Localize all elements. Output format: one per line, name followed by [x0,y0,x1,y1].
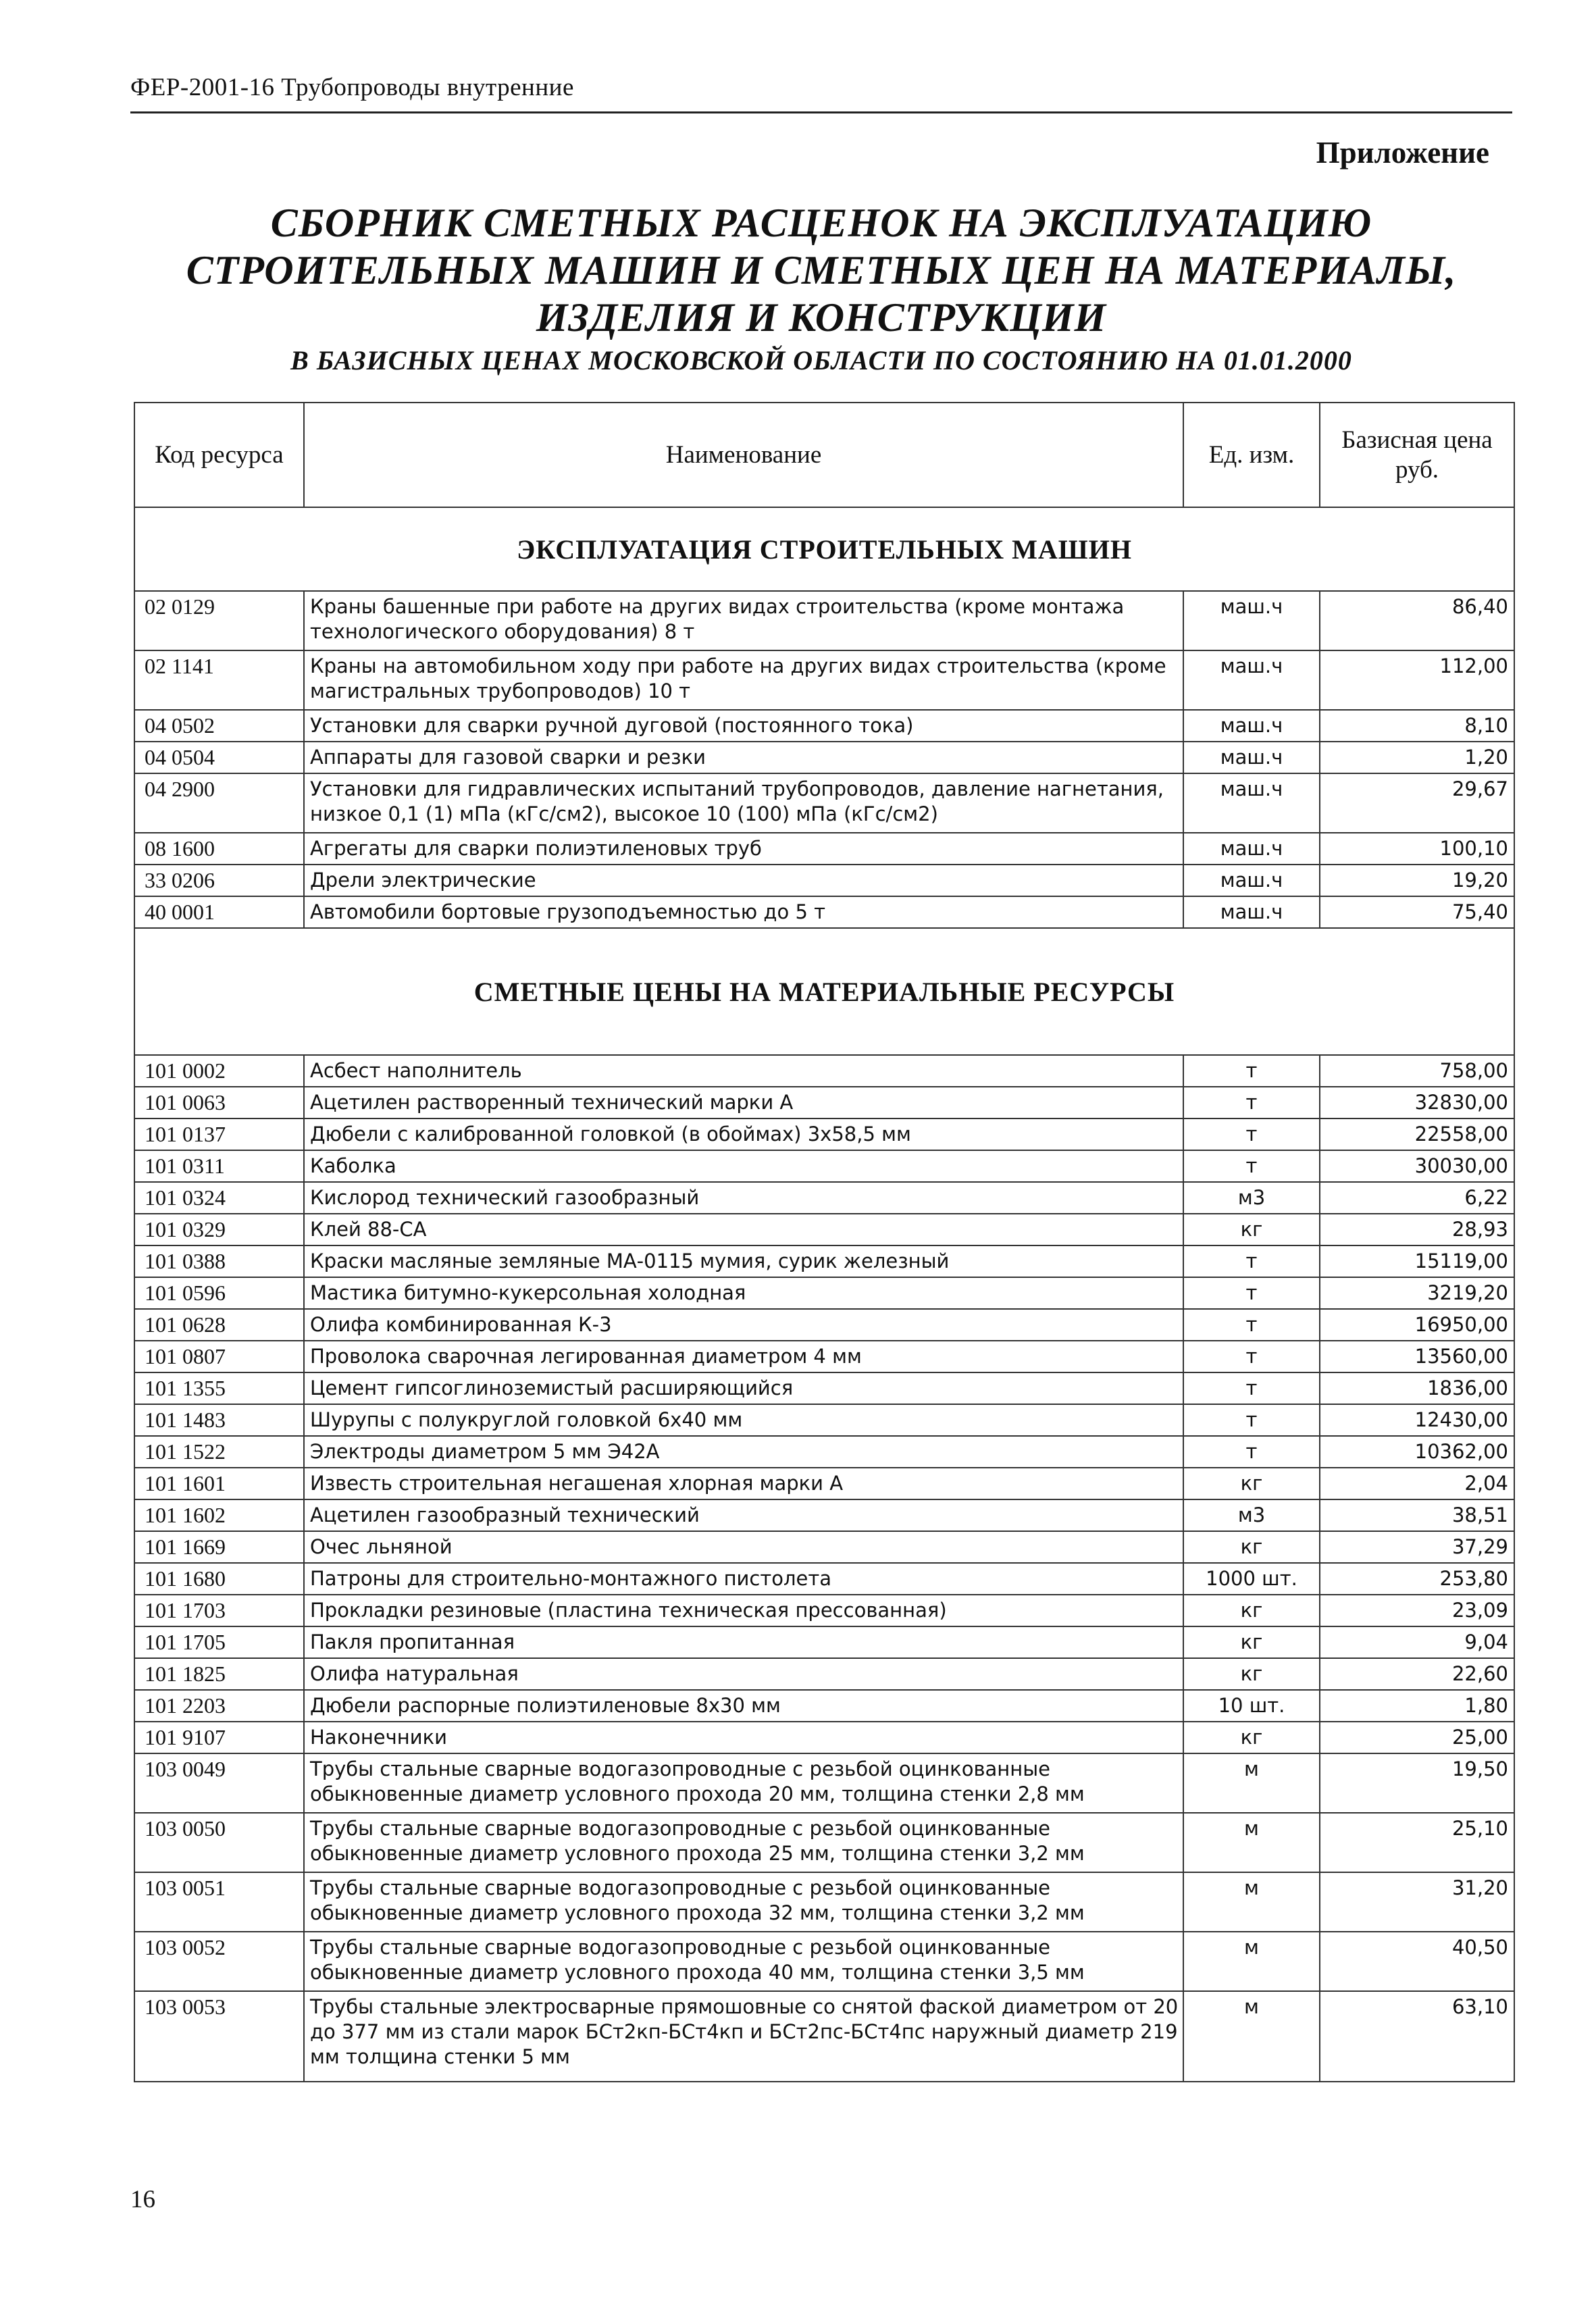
table-row [134,1722,1514,1753]
table-row [134,1277,1514,1309]
resource-name: Ацетилен газообразный технический [304,1499,1183,1531]
table-row [134,1055,1514,1087]
base-price: 40,50 [1320,1932,1514,1991]
base-price: 253,80 [1320,1563,1514,1595]
resource-code: 101 1680 [134,1563,304,1595]
resource-name: Шурупы с полукруглой головкой 6х40 мм [304,1404,1183,1436]
table-row [134,1753,1514,1813]
resource-code: 101 0807 [134,1341,304,1372]
resource-code: 103 0049 [134,1753,304,1813]
document-title [130,199,1512,341]
unit-of-measure: т [1183,1404,1320,1436]
resource-code: 101 0311 [134,1150,304,1182]
base-price: 758,00 [1320,1055,1514,1087]
unit-of-measure: т [1183,1150,1320,1182]
appendix-label: Приложение [1316,136,1489,170]
base-price: 30030,00 [1320,1150,1514,1182]
unit-of-measure: маш.ч [1183,742,1320,773]
table-row [134,1563,1514,1595]
unit-of-measure: кг [1183,1214,1320,1245]
resource-name: Трубы стальные сварные водогазопроводные с резьбой оцинкованные обыкновенные диаметр условного прохода 20 мм, толщина стенки 2,8 мм [304,1753,1183,1813]
resource-name: Краны башенные при работе на других видах строительства (кроме монтажа технологического оборудования) 8 т [304,591,1183,650]
resource-code: 101 0329 [134,1214,304,1245]
table-row [134,591,1514,650]
unit-of-measure: м [1183,1932,1320,1991]
resource-code: 04 0504 [134,742,304,773]
base-price: 112,00 [1320,650,1514,710]
base-price: 1,20 [1320,742,1514,773]
section-heading-row [134,928,1514,1055]
title-line-1: СБОРНИК СМЕТНЫХ РАСЦЕНОК НА ЭКСПЛУАТАЦИЮ [270,201,1372,245]
base-price: 15119,00 [1320,1245,1514,1277]
resource-name: Дюбели распорные полиэтиленовые 8х30 мм [304,1690,1183,1722]
resource-code: 101 0063 [134,1087,304,1119]
resource-code: 101 1355 [134,1372,304,1404]
base-price: 1,80 [1320,1690,1514,1722]
table-row [134,1436,1514,1468]
resource-name: Кислород технический газообразный [304,1182,1183,1214]
resource-name: Установки для сварки ручной дуговой (постоянного тока) [304,710,1183,742]
resource-code: 101 0388 [134,1245,304,1277]
unit-of-measure: т [1183,1372,1320,1404]
resource-name: Пакля пропитанная [304,1626,1183,1658]
unit-of-measure: м3 [1183,1182,1320,1214]
base-price: 19,20 [1320,865,1514,896]
unit-of-measure: маш.ч [1183,865,1320,896]
base-price: 19,50 [1320,1753,1514,1813]
resource-name: Прокладки резиновые (пластина техническая прессованная) [304,1595,1183,1626]
resource-code: 40 0001 [134,896,304,928]
table-row [134,1150,1514,1182]
resource-code: 101 0002 [134,1055,304,1087]
unit-of-measure: м [1183,1813,1320,1872]
resource-name: Асбест наполнитель [304,1055,1183,1087]
base-price: 22558,00 [1320,1119,1514,1150]
base-price: 100,10 [1320,833,1514,865]
resource-name: Олифа натуральная [304,1658,1183,1690]
section-title: ЭКСПЛУАТАЦИЯ СТРОИТЕЛЬНЫХ МАШИН [134,507,1514,591]
unit-of-measure: т [1183,1245,1320,1277]
table-row [134,1499,1514,1531]
base-price: 25,10 [1320,1813,1514,1872]
table-body [134,507,1514,2082]
unit-of-measure: маш.ч [1183,896,1320,928]
table-header-row [134,403,1514,507]
table-row [134,1372,1514,1404]
resource-name: Мастика битумно-кукерсольная холодная [304,1277,1183,1309]
unit-of-measure: м [1183,1991,1320,2082]
unit-of-measure: т [1183,1277,1320,1309]
unit-of-measure: т [1183,1436,1320,1468]
base-price: 22,60 [1320,1658,1514,1690]
resource-name: Установки для гидравлических испытаний трубопроводов, давление нагнетания, низкое 0,1 (1) мПа (кГс/см2), высокое 10 (100) мПа (кГс/см2) [304,773,1183,833]
resource-code: 101 0628 [134,1309,304,1341]
base-price: 37,29 [1320,1531,1514,1563]
resource-code: 103 0050 [134,1813,304,1872]
unit-of-measure: кг [1183,1626,1320,1658]
table-row [134,1932,1514,1991]
resource-code: 101 2203 [134,1690,304,1722]
resource-name: Трубы стальные сварные водогазопроводные с резьбой оцинкованные обыкновенные диаметр условного прохода 40 мм, толщина стенки 3,5 мм [304,1932,1183,1991]
resource-name: Каболка [304,1150,1183,1182]
resource-code: 101 1602 [134,1499,304,1531]
resource-code: 101 0324 [134,1182,304,1214]
resource-code: 101 1601 [134,1468,304,1499]
unit-of-measure: кг [1183,1468,1320,1499]
header-name: Наименование [304,403,1183,507]
resource-code: 04 0502 [134,710,304,742]
table-row [134,1872,1514,1932]
resource-name: Ацетилен растворенный технический марки А [304,1087,1183,1119]
unit-of-measure: м3 [1183,1499,1320,1531]
table-row [134,1404,1514,1436]
resource-name: Трубы стальные сварные водогазопроводные с резьбой оцинкованные обыкновенные диаметр условного прохода 32 мм, толщина стенки 3,2 мм [304,1872,1183,1932]
resource-name: Дюбели с калиброванной головкой (в обоймах) 3х58,5 мм [304,1119,1183,1150]
resource-code: 103 0052 [134,1932,304,1991]
running-header: ФЕР-2001-16 Трубопроводы внутренние [130,74,574,101]
table-row [134,742,1514,773]
section-title: СМЕТНЫЕ ЦЕНЫ НА МАТЕРИАЛЬНЫЕ РЕСУРСЫ [134,928,1514,1055]
resource-code: 04 2900 [134,773,304,833]
resource-code: 101 1825 [134,1658,304,1690]
table-row [134,1309,1514,1341]
resource-name: Автомобили бортовые грузоподъемностью до 5 т [304,896,1183,928]
table-row [134,1119,1514,1150]
resource-code: 101 0596 [134,1277,304,1309]
resource-code: 101 1703 [134,1595,304,1626]
table-row [134,1341,1514,1372]
base-price: 25,00 [1320,1722,1514,1753]
unit-of-measure: т [1183,1055,1320,1087]
header-code: Код ресурса [134,403,304,507]
unit-of-measure: т [1183,1119,1320,1150]
resource-name: Трубы стальные сварные водогазопроводные с резьбой оцинкованные обыкновенные диаметр условного прохода 25 мм, толщина стенки 3,2 мм [304,1813,1183,1872]
unit-of-measure: м [1183,1753,1320,1813]
header-price-line2: руб. [1395,455,1439,484]
table-row [134,650,1514,710]
resource-name: Клей 88-СА [304,1214,1183,1245]
resource-code: 101 1522 [134,1436,304,1468]
resource-name: Краски масляные земляные МА-0115 мумия, сурик железный [304,1245,1183,1277]
resource-name: Известь строительная негашеная хлорная марки А [304,1468,1183,1499]
resource-code: 33 0206 [134,865,304,896]
title-line-2: СТРОИТЕЛЬНЫХ МАШИН И СМЕТНЫХ ЦЕН НА МАТЕРИАЛЫ, [186,248,1457,292]
resource-name: Трубы стальные электросварные прямошовные со снятой фаской диаметром от 20 до 377 мм из стали марок БСт2кп-БСт4кп и БСт2пс-БСт4пс наружный диаметр 219 мм толщина стенки 5 мм [304,1991,1183,2082]
table-row [134,1991,1514,2082]
unit-of-measure: кг [1183,1722,1320,1753]
unit-of-measure: кг [1183,1531,1320,1563]
resource-code: 101 0137 [134,1119,304,1150]
resource-code: 02 0129 [134,591,304,650]
resource-name: Дрели электрические [304,865,1183,896]
resource-name: Краны на автомобильном ходу при работе на других видах строительства (кроме магистральных трубопроводов) 10 т [304,650,1183,710]
base-price: 29,67 [1320,773,1514,833]
base-price: 10362,00 [1320,1436,1514,1468]
resource-name: Проволока сварочная легированная диаметром 4 мм [304,1341,1183,1372]
page-number: 16 [130,2186,155,2213]
unit-of-measure: маш.ч [1183,773,1320,833]
resource-code: 02 1141 [134,650,304,710]
resource-code: 103 0051 [134,1872,304,1932]
unit-of-measure: т [1183,1341,1320,1372]
table-row [134,1214,1514,1245]
base-price: 86,40 [1320,591,1514,650]
resource-code: 101 1483 [134,1404,304,1436]
table-row [134,865,1514,896]
resource-name: Наконечники [304,1722,1183,1753]
unit-of-measure: маш.ч [1183,833,1320,865]
unit-of-measure: т [1183,1309,1320,1341]
unit-of-measure: 10 шт. [1183,1690,1320,1722]
table-row [134,1626,1514,1658]
base-price: 3219,20 [1320,1277,1514,1309]
unit-of-measure: маш.ч [1183,710,1320,742]
table-row [134,1690,1514,1722]
resource-code: 101 1669 [134,1531,304,1563]
unit-of-measure: м [1183,1872,1320,1932]
resource-name: Олифа комбинированная К-3 [304,1309,1183,1341]
table-row [134,833,1514,865]
resource-code: 103 0053 [134,1991,304,2082]
table-row [134,1245,1514,1277]
resource-name: Очес льняной [304,1531,1183,1563]
resource-name: Аппараты для газовой сварки и резки [304,742,1183,773]
base-price: 31,20 [1320,1872,1514,1932]
base-price: 9,04 [1320,1626,1514,1658]
header-price [1320,403,1514,507]
base-price: 1836,00 [1320,1372,1514,1404]
base-price: 16950,00 [1320,1309,1514,1341]
base-price: 38,51 [1320,1499,1514,1531]
base-price: 75,40 [1320,896,1514,928]
table-row [134,896,1514,928]
unit-of-measure: маш.ч [1183,650,1320,710]
table-row [134,773,1514,833]
title-line-3: ИЗДЕЛИЯ И КОНСТРУКЦИИ [536,295,1107,340]
document-subtitle: В БАЗИСНЫХ ЦЕНАХ МОСКОВСКОЙ ОБЛАСТИ ПО СОСТОЯНИЮ НА 01.01.2000 [290,345,1352,376]
base-price: 6,22 [1320,1182,1514,1214]
header-unit: Ед. изм. [1183,403,1320,507]
header-price-line1: Базисная цена [1341,426,1493,454]
resource-name: Агрегаты для сварки полиэтиленовых труб [304,833,1183,865]
unit-of-measure: кг [1183,1658,1320,1690]
resource-code: 101 1705 [134,1626,304,1658]
table-row [134,1182,1514,1214]
base-price: 8,10 [1320,710,1514,742]
unit-of-measure: кг [1183,1595,1320,1626]
table-row [134,1531,1514,1563]
table-row [134,1658,1514,1690]
unit-of-measure: маш.ч [1183,591,1320,650]
base-price: 28,93 [1320,1214,1514,1245]
unit-of-measure: т [1183,1087,1320,1119]
base-price: 2,04 [1320,1468,1514,1499]
table-row [134,1813,1514,1872]
base-price: 12430,00 [1320,1404,1514,1436]
section-heading-row [134,507,1514,591]
resource-name: Патроны для строительно-монтажного пистолета [304,1563,1183,1595]
price-table [134,402,1515,2082]
base-price: 63,10 [1320,1991,1514,2082]
resource-code: 08 1600 [134,833,304,865]
base-price: 13560,00 [1320,1341,1514,1372]
resource-name: Электроды диаметром 5 мм Э42А [304,1436,1183,1468]
resource-name: Цемент гипсоглиноземистый расширяющийся [304,1372,1183,1404]
header-rule [130,111,1512,113]
unit-of-measure: 1000 шт. [1183,1563,1320,1595]
table-row [134,710,1514,742]
table-row [134,1468,1514,1499]
table-row [134,1595,1514,1626]
base-price: 23,09 [1320,1595,1514,1626]
table-row [134,1087,1514,1119]
resource-code: 101 9107 [134,1722,304,1753]
base-price: 32830,00 [1320,1087,1514,1119]
